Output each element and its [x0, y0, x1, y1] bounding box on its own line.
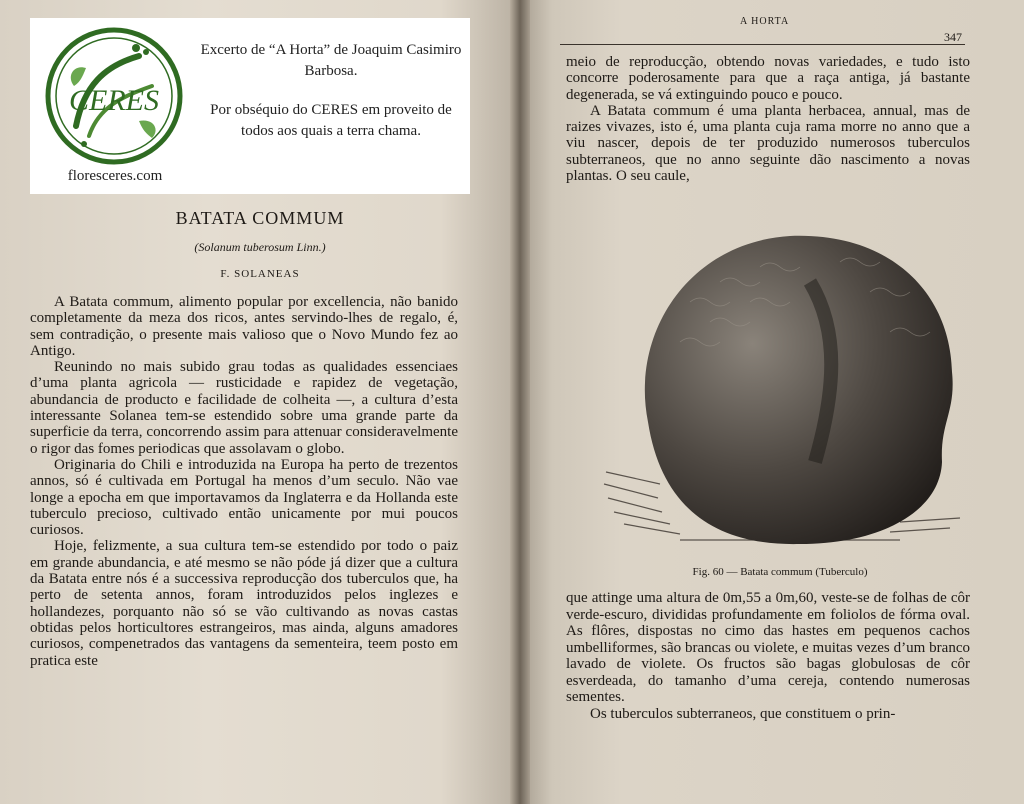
- paragraph: A Batata commum é uma planta herbacea, annual, mas de raizes vivazes, isto é, uma planta cuja rama morre no anno que a viu nascer, depois de ter produzido numerosos tuberculos subterraneos, que no anno seguinte dão nascimento a novas plantas. O seu caule,: [566, 102, 970, 185]
- ceres-banner: [30, 18, 470, 194]
- site-link[interactable]: floresceres.com: [67, 168, 163, 184]
- potato-tuber-illustration: [600, 222, 970, 562]
- paragraph: A Batata commum, alimento popular por excellencia, não banido completamente da meza dos ricos, antes servindo-lhes de regalo, é, sem contradição, o presente mais valioso que o Novo Mundo fez ao Antigo.: [30, 294, 458, 359]
- scientific-name: (Solanum tuberosum Linn.): [194, 240, 326, 254]
- header-rule: [560, 44, 965, 45]
- svg-text:CERES: CERES: [69, 84, 159, 117]
- right-top-text: [566, 54, 970, 184]
- paragraph-continuation: meio de reproducção, obtendo novas variedades, e tudo isto concorre poderosamente para que a raça antiga, já bastante degenerada, se vá extinguindo pouco e pouco.: [566, 54, 970, 103]
- plant-family: F. SOLANEAS: [220, 268, 300, 280]
- banner-dedication: Por obséquio do CERES em proveito de todos aos quais a terra chama.: [210, 102, 452, 139]
- paragraph: Originaria do Chili e introduzida na Europa ha perto de trezentos annos, só é cultivada em Portugal ha menos d’um seculo. Não vae longe a epocha em que importavamos da Inglaterra e da Hollanda este tuberculo precioso, cultivado então unicamente por mui poucos curiosos.: [30, 456, 458, 539]
- paragraph: Os tuberculos subterraneos, que constituem o prin-: [590, 705, 896, 722]
- left-body-text: [30, 294, 458, 669]
- running-head: A HORTA: [740, 16, 790, 27]
- paragraph: Hoje, felizmente, a sua cultura tem-se estendido por todo o paiz em grande abundancia, e até mesmo se não póde já dizer que a cultura da Batata entre nós é a successiva reproducção dos tuberculos que, ha perto de setenta annos, foram introduzidos pelos inglezes e hollandezes, porquanto não só se vão cultivando as novas castas obtidas pelos horticultores estrangeiros, mas ainda, alguns amadores curiosos, compenetrados das vantagens da sementeira, teem posto em pratica este: [30, 538, 458, 669]
- figure-caption: Fig. 60 — Batata commum (Tuberculo): [692, 566, 868, 578]
- right-bottom-text: [566, 590, 970, 722]
- paragraph: Reunindo no mais subido grau todas as qualidades essenciaes d’uma planta agricola — rusticidade e rapidez de vegetação, abundancia de producto e facilidade de colheita —, a cultura d’esta interessante Solanea tem-se estendido sobre uma grande parte da superficie da terra, concorrendo assim para attenuar consideravelmente o rigor das fomes periodicas que assolavam o globo.: [30, 359, 458, 457]
- banner-credit: Excerto de “A Horta” de Joaquim Casimiro Barbosa.: [200, 42, 462, 79]
- book-gutter: [510, 0, 530, 804]
- ceres-logo-icon: [44, 26, 184, 166]
- page-number: 347: [944, 30, 962, 44]
- article-title: BATATA COMMUM: [175, 208, 345, 228]
- paragraph-continuation: que attinge uma altura de 0m,55 a 0m,60, veste-se de folhas de côr verde-escuro, divididas profundamente em foliolos de fórma oval. As flôres, dispostas no cimo das hastes em pequenos cachos umbelliformes, são brancas ou violete, e muitas vezes d’um branco lavado de violete. Os fructos são bagas globulosas de côr esverdeada, do tamanho d’uma cereja, contendo numerosas sementes.: [566, 590, 970, 705]
- banner-text: [200, 40, 462, 160]
